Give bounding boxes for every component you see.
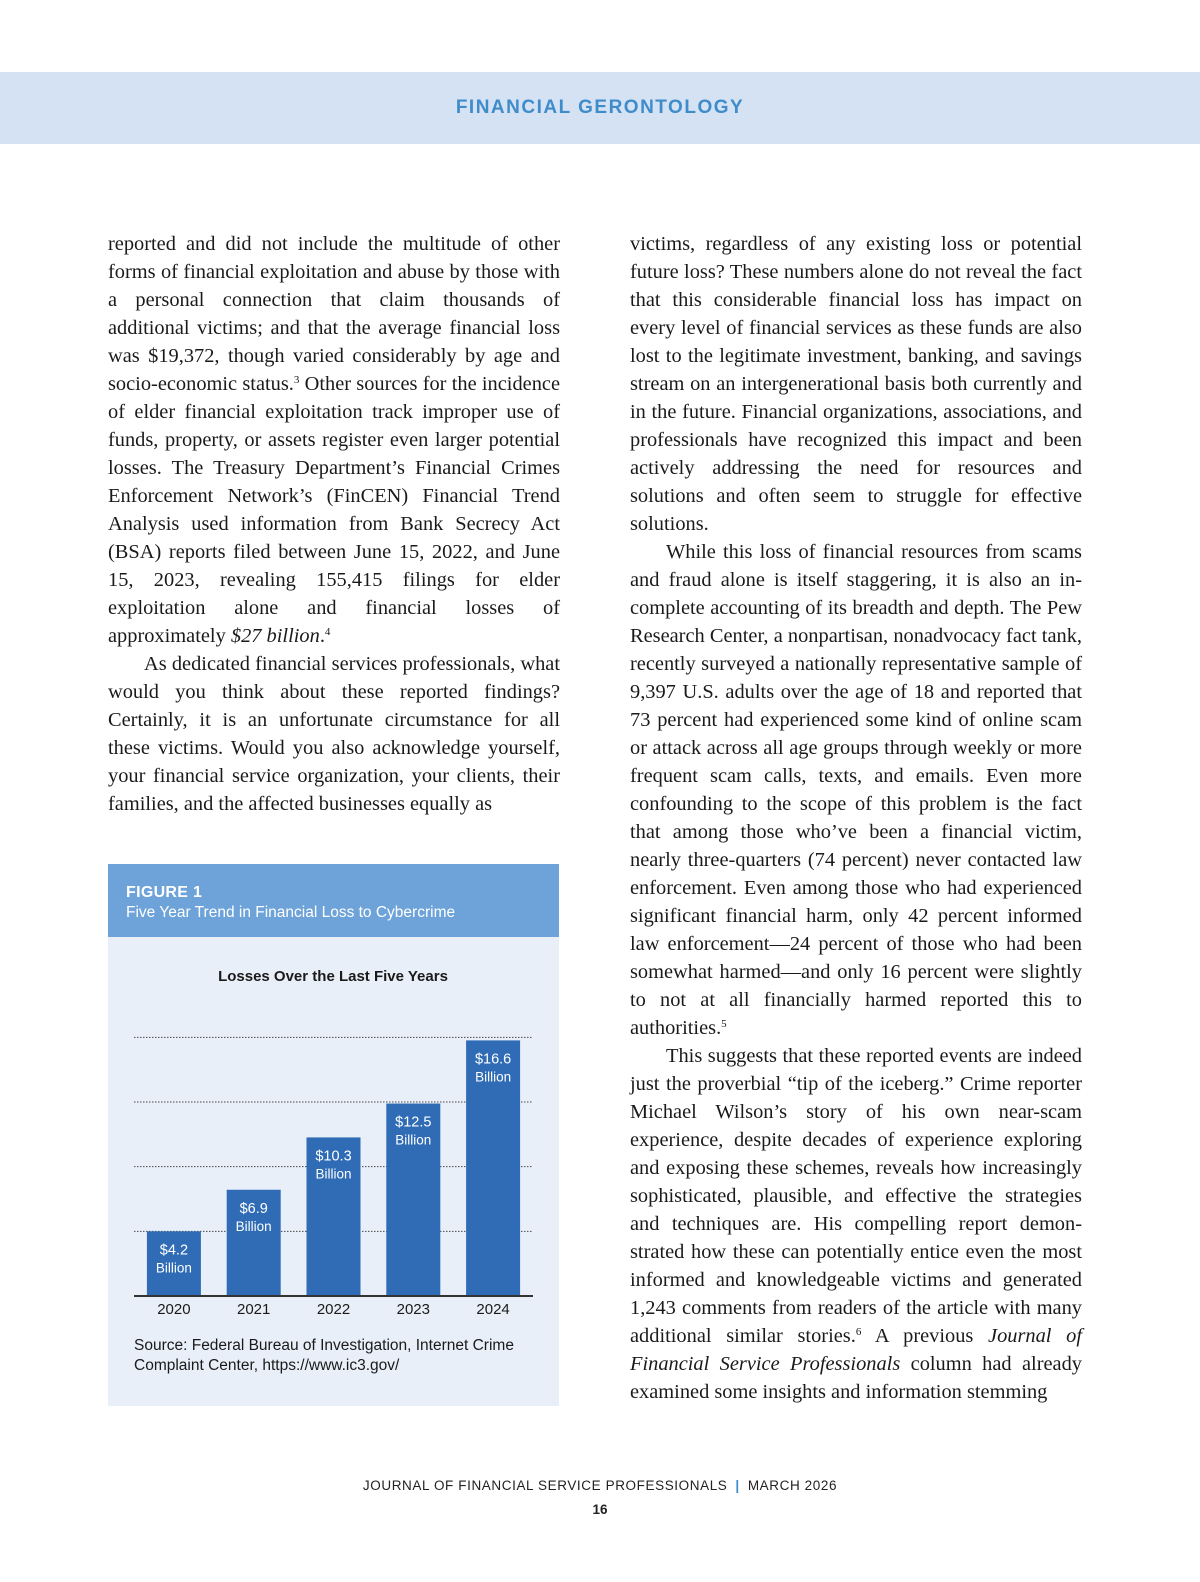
text-run: A previous [861,1325,989,1347]
page-footer [0,1478,1200,1493]
text-run: Other sources for the incidence of elder financial exploitation track improper use of funds, property, or assets register even larger potential losses. The Treasury Department’s Financial Crimes Enforcement Network’s (FinCEN) Financial Trend Analysis used information from Bank Secrecy Act (BSA) reports filed between June 15, 2022, and June 15, 2023, revealing 155,415 filings for elder exploitation alone and financial losses of approximately [108,373,560,647]
emphasis: Journal of Financial Service Professionals [630,1325,1082,1375]
data-label-unit: Billion [315,1166,352,1182]
footnote-ref: 6 [855,1326,862,1338]
paragraph: As dedicated financial services professionals, what would you think about these reported findings? Certainly, it is an unfortunate circumstance for all these victims. Would you also acknowledge yourself, your financial service organization, your clients, their families, and the affected businesses equally as [108,653,560,815]
text-run: . [319,625,325,647]
emphasis: $27 billion [230,625,320,647]
figure-title: Five Year Trend in Financial Loss to Cybercrime [126,904,456,921]
section-header-band [0,72,1200,144]
figure-box [108,864,559,1406]
bar-chart [108,937,559,1332]
data-label-unit: Billion [235,1218,272,1234]
paragraph: victims, regardless of any existing loss or potential future loss? These numbers alone do not reveal the fact that this considerable financial loss has impact on every level of financial services as these funds are also lost to the legitimate investment, banking, and savings stream on an intergenerational basis both currently and in the future. Financial organizations, associations, and professionals have recognized this impact and been actively addressing the need for resources and solutions and often seem to struggle for effective solutions. [630,233,1082,535]
figure-label: FIGURE 1 [126,884,203,901]
x-tick-label: 2020 [157,1301,191,1318]
data-label-value: $4.2 [159,1242,189,1259]
x-tick-label: 2022 [316,1301,351,1318]
x-tick-label: 2021 [237,1301,271,1318]
paragraph [630,538,1082,1042]
text-run: column had already examined some insights and information stemming [630,1353,1082,1403]
data-label-unit: Billion [395,1132,432,1148]
text-run: While this loss of financial resources from scams and fraud alone is itself staggering, it is also an incomplete accounting of its breadth and depth. The Pew Research Center, a nonpartisan, nonadvocacy fact tank, recently surveyed a nationally representative sample of 9,397 U.S. adults over the age of 18 and reported that 73 percent had experienced some kind of online scam or attack across all age groups through weekly or more frequent scam calls, texts, and emails. Even more confounding to the scope of this problem is the fact that among those who’ve been a financial victim, nearly three-quarters (74 percent) never contacted law enforcement. Even among those who had experienced significant financial harm, only 42 percent informed law enforcement—24 percent of those who had been somewhat harmed—and only 16 percent were slightly to not at all financially harmed reported this to authorities. [630,541,1082,1039]
right-column [630,230,1082,1406]
paragraph [108,230,560,650]
footnote-ref: 4 [324,626,331,638]
journal-name: JOURNAL OF FINANCIAL SERVICE PROFESSIONALS [362,1478,728,1493]
data-label-value: $12.5 [395,1114,432,1131]
section-title: FINANCIAL GERONTOLOGY [455,97,745,118]
page-number: 16 [592,1502,608,1517]
figure-source: Source: Federal Bureau of Investigation, Internet Crime Complaint Center, https://www.ic3.gov/ [134,1337,514,1374]
issue-date: MARCH 2026 [747,1478,838,1493]
text-run: reported and did not include the multitude of other forms of financial exploitation and abuse by those with a personal connection that claim thousands of additional victims; and that the average financial loss was $19,372, though varied considerably by age and socio-economic status. [108,233,560,395]
footer-separator: | [735,1478,740,1493]
chart-title: Losses Over the Last Five Years [218,968,448,985]
paragraph [630,1042,1082,1406]
left-column [108,230,560,818]
data-label-unit: Billion [155,1260,192,1276]
x-tick-label: 2023 [396,1301,430,1318]
data-label-unit: Billion [475,1069,512,1085]
data-label-value: $10.3 [315,1148,352,1165]
data-label-value: $6.9 [239,1200,268,1217]
footnote-ref: 5 [721,1018,727,1030]
text-run: This suggests that these reported events are indeed just the proverbial “tip of the iceberg.” Crime reporter Michael Wilson’s story of his own near-scam experience, despite decades of experience exploring and exposing these schemes, reveals how increasingly sophisticated, plausible, and effective the strategies and techniques are. His compelling report demonstrated how these can potentially entice even the most informed and knowledgeable victims and generated 1,243 comments from readers of the article with many additional similar stories. [630,1045,1082,1347]
x-tick-label: 2024 [476,1301,510,1318]
data-label-value: $16.6 [474,1051,512,1068]
footnote-ref: 3 [293,374,300,386]
figure-header [108,864,559,937]
